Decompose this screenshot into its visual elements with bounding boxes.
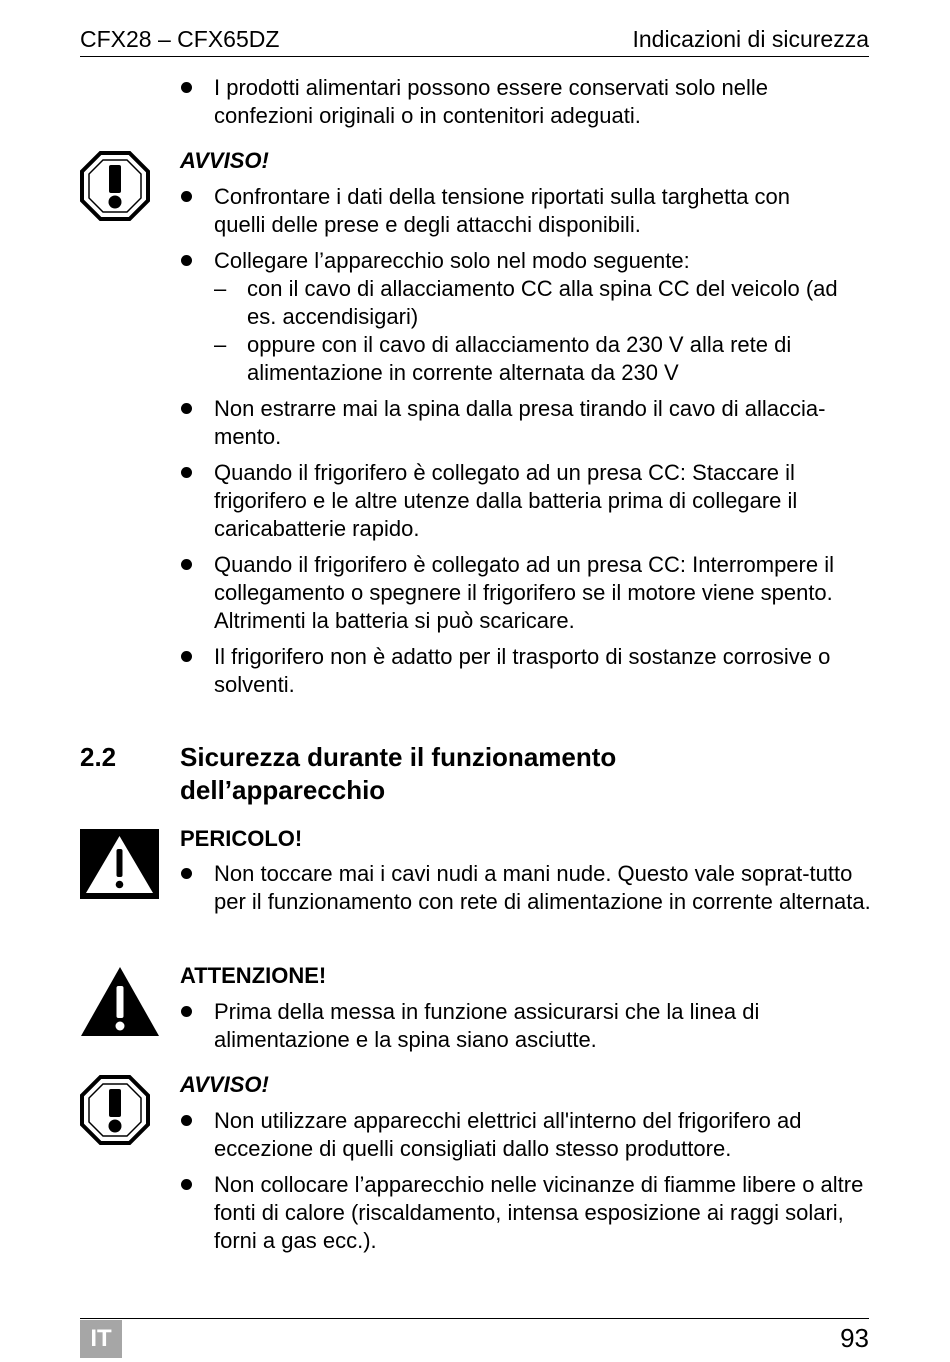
language-badge: IT (80, 1320, 122, 1358)
footer-divider (80, 1318, 869, 1319)
intro-list (180, 74, 870, 130)
section-title: Sicurezza durante il funzionamento dell’apparecchio (180, 742, 617, 805)
list-item: Non utilizzare apparecchi elettrici all'interno del frigorifero ad eccezione di quelli consigliati dallo stesso produttore. (180, 1107, 874, 1163)
sub-list-item-text: oppure con il cavo di allacciamento da 230 V alla rete di alimentazione in corrente alternata da 230 V (247, 332, 792, 385)
sub-list-item-text: con il cavo di allacciamento CC alla spina CC del veicolo (ad es. accendisigari) (247, 276, 838, 329)
notice-label: AVVISO! (180, 148, 269, 173)
dash-mark: – (214, 332, 227, 357)
danger-icon (80, 829, 159, 899)
list-item: Prima della messa in funzione assicurarsi che la linea di alimentazione e la spina siano asciutte. (180, 998, 844, 1054)
page-number: 93 (840, 1323, 869, 1353)
sub-list-item (180, 275, 847, 331)
dash-mark: – (214, 276, 227, 301)
danger-list (180, 860, 870, 916)
list-item: Quando il frigorifero è collegato ad un presa CC: Staccare il frigorifero e le altre utenze dalla batteria prima di collegare il caricabatterie rapido. (180, 459, 854, 543)
list-item: Quando il frigorifero è collegato ad un presa CC: Interrompere il collegamento o spegnere il frigorifero se il motore viene spento. Altrimenti la batteria si può scaricare. (180, 551, 874, 635)
list-item: Non toccare mai i cavi nudi a mani nude. Questo vale soprat-tutto per il funzionamento con rete di alimentazione in corrente alternata. (180, 860, 874, 916)
list-item: I prodotti alimentari possono essere conservati solo nelle confezioni originali o in contenitori adeguati. (180, 74, 844, 130)
danger-label: PERICOLO! (180, 826, 303, 851)
header-chapter: Indicazioni di sicurezza (632, 26, 869, 52)
notice-list (180, 1107, 870, 1255)
caution-icon (80, 966, 160, 1038)
list-item: Non estrarre mai la spina dalla presa tirando il cavo di allaccia-mento. (180, 395, 854, 451)
page-header (80, 24, 869, 57)
notice-octagon-icon (80, 1075, 150, 1145)
notice-label: AVVISO! (180, 1072, 269, 1097)
list-item: Confrontare i dati della tensione riportati sulla targhetta con quelli delle prese e degli attacchi disponibili. (180, 183, 844, 239)
notice-octagon-icon (80, 151, 150, 221)
header-model: CFX28 – CFX65DZ (80, 26, 280, 52)
list-item: Collegare l’apparecchio solo nel modo seguente: (180, 247, 870, 275)
caution-list (180, 998, 870, 1054)
list-item: Non collocare l’apparecchio nelle vicinanze di fiamme libere o altre fonti di calore (riscaldamento, intensa esposizione ai raggi solari, forni a gas ecc.). (180, 1171, 874, 1255)
caution-label: ATTENZIONE! (180, 963, 327, 988)
notice-list (180, 183, 870, 699)
section-number: 2.2 (80, 742, 117, 772)
sub-list-item (180, 331, 847, 387)
list-item: Il frigorifero non è adatto per il trasporto di sostanze corrosive o solventi. (180, 643, 874, 699)
